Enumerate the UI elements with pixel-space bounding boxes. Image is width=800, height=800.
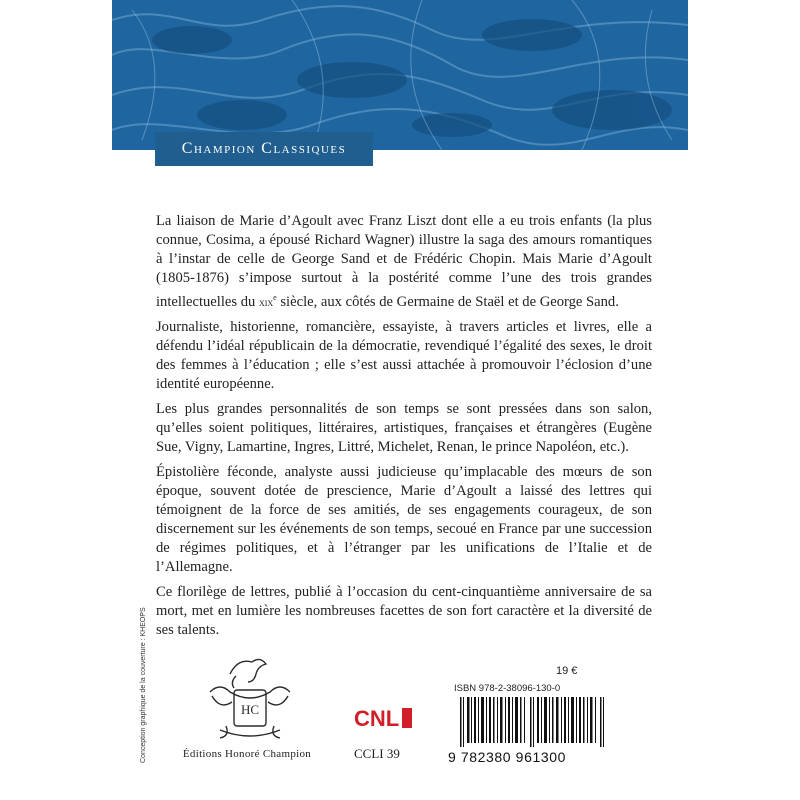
blurb-paragraph-1-end: siècle, aux côtés de Germaine de Staël et de George Sand. <box>276 293 619 310</box>
horse-crest-icon <box>190 652 310 744</box>
century-superscript: e <box>273 293 277 302</box>
blurb-paragraph-5: Ce florilège de lettres, publié à l’occasion du cent-cinquantième anniversaire de sa mort, met en lumière les nombreuses facettes de son fort caractère et la diversité de ses talents. <box>156 583 652 638</box>
cover-design-credit: Conception graphique de la couverture : KHEOPS <box>140 607 147 763</box>
barcode <box>458 697 608 747</box>
book-back-cover <box>112 0 688 800</box>
blurb-paragraph-1 <box>156 212 652 312</box>
price: 19 € <box>556 665 578 677</box>
publisher-logo <box>190 652 310 744</box>
barcode-digits: 9 782380 961300 <box>448 749 566 765</box>
cnl-logo <box>354 704 414 732</box>
cnl-logo-icon <box>354 704 414 732</box>
blurb-paragraph-4: Épistolière féconde, analyste aussi judicieuse qu’implacable des mœurs de son époque, souvent dotée de prescience, Marie d’Agoult a laissé des lettres qui témoignent de la force de ses amitiés, de ses engagements courageux, de son discernement sur les événements de son temps, secoué en France par une succession de régimes politiques, et à l’étranger par les unifications de l’Italie et de l’Allemagne. <box>156 463 652 575</box>
series-title: Champion Classiques <box>181 140 347 157</box>
publisher-name: Éditions Honoré Champion <box>182 748 312 760</box>
marbled-header-image <box>112 0 688 150</box>
cnl-logo-text: CNL <box>354 706 400 731</box>
series-title-band <box>155 132 373 166</box>
marble-pattern <box>112 0 688 150</box>
century-numeral: xix <box>258 294 274 309</box>
isbn: ISBN 978-2-38096-130-0 <box>454 683 561 694</box>
blurb-paragraph-2: Journaliste, historienne, romancière, essayiste, à travers articles et livres, elle a défendu l’idéal républicain de la démocratie, revendiqué l’égalité des sexes, le droit des femmes à l’éducation ; elle s’est aussi attachée à promouvoir l’éclosion d’une identité européenne. <box>156 318 652 392</box>
blurb-paragraph-1-text: La liaison de Marie d’Agoult avec Franz Liszt dont elle a eu trois enfants (la plus connue, Cosima, a épousé Richard Wagner) illustre la saga des amours romantiques à l’instar de celle de George Sand et de Frédéric Chopin. Mais Marie d’Agoult (1805-1876) s’impose surtout à la postérité comme l’une des trois grandes intellectuelles du <box>156 213 652 310</box>
logo-monogram: HC <box>240 702 260 717</box>
blurb-paragraph-3: Les plus grandes personnalités de son temps se sont pressées dans son salon, qu’elles soient politiques, littéraires, artistiques, françaises et étrangères (Eugène Sue, Vigny, Lamartine, Ingres, Littré, Michelet, Renan, le prince Napoléon, etc.). <box>156 400 652 455</box>
blurb-text <box>156 212 652 646</box>
collection-number: CCLI 39 <box>354 746 400 761</box>
